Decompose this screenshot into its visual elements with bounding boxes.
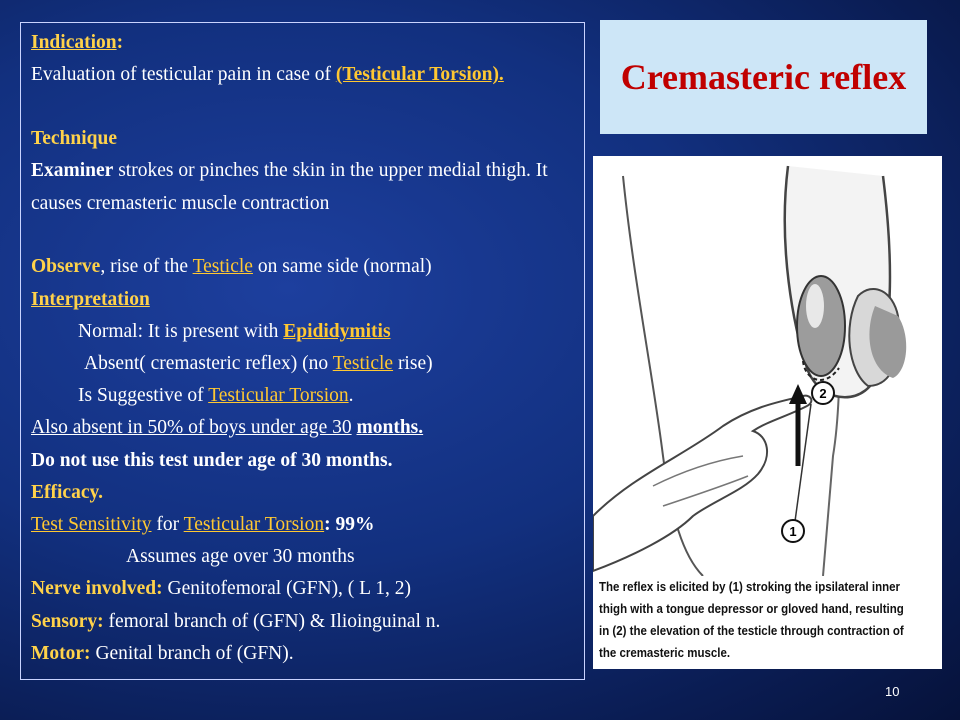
interpretation-heading — [31, 284, 584, 316]
slide-title: Cremasteric reflex — [620, 57, 907, 97]
motor-body: Genital branch of (GFN). — [95, 642, 294, 664]
technique-heading — [31, 123, 584, 155]
examiner-body: strokes or pinches the skin in the upper medial thigh. It causes cremasteric muscle contraction — [31, 160, 548, 214]
nerve-body: Genitofemoral (GFN), ( L 1, 2) — [167, 578, 411, 600]
also-absent-rest: months. — [356, 417, 424, 439]
absent-post: rise) — [397, 353, 433, 375]
efficacy-heading: Efficacy. — [31, 481, 104, 503]
suggestive-line — [31, 380, 584, 412]
nerve-line — [31, 573, 584, 605]
sensitivity-for: for — [156, 514, 180, 536]
observe-pre: , rise of the — [100, 256, 189, 278]
testicular-torsion-link-3[interactable]: Testicular Torsion — [183, 514, 325, 536]
title-box — [600, 20, 927, 134]
technique-label: Technique — [31, 128, 117, 150]
page-number: 10 — [885, 684, 900, 699]
sensitivity-line — [31, 509, 584, 541]
label-1: 1 — [789, 524, 797, 539]
testicular-torsion-link[interactable]: (Testicular Torsion). — [335, 64, 504, 86]
do-not-use-line: Do not use this test under age of 30 months. — [31, 449, 393, 471]
motor-label: Motor: — [31, 642, 91, 664]
indication-heading — [31, 27, 584, 59]
reflex-drawing — [593, 156, 942, 576]
indication-body: Evaluation of testicular pain in case of — [31, 64, 331, 86]
sensory-line — [31, 606, 584, 638]
epididymitis-link[interactable]: Epididymitis — [283, 320, 391, 342]
examiner-label: Examiner — [31, 160, 114, 182]
indication-label: Indication — [31, 32, 117, 53]
testicular-torsion-link-2[interactable]: Testicular Torsion — [208, 385, 349, 407]
suggestive-post: . — [348, 385, 354, 407]
observe-post: on same side (normal) — [257, 256, 432, 278]
testicle-link-2[interactable]: Testicle — [332, 353, 394, 375]
suggestive-pre: Is Suggestive of — [78, 385, 204, 407]
motor-line — [31, 638, 584, 670]
normal-line — [31, 316, 584, 348]
indication-line — [31, 59, 584, 123]
interpretation-label: Interpretation — [31, 288, 150, 310]
label-2: 2 — [819, 386, 827, 401]
absent-pre: Absent( cremasteric reflex) (no — [84, 353, 329, 375]
sensory-label: Sensory: — [31, 610, 104, 632]
reflex-illustration — [593, 156, 942, 669]
examiner-line — [31, 155, 584, 251]
figure-caption: The reflex is elicited by (1) stroking the ipsilateral inner thigh with a tongue depressor or gloved hand, resulting in (2) the elevation of the testicle through contraction of the cremasteric muscle. — [599, 580, 904, 660]
observe-line — [31, 251, 584, 283]
testicle-link[interactable]: Testicle — [192, 256, 253, 278]
test-sensitivity-link[interactable]: Test Sensitivity — [31, 514, 152, 536]
nerve-label: Nerve involved: — [31, 578, 163, 600]
also-absent-underlined: Also absent in 50% of boys under age 30 — [31, 417, 352, 439]
indication-colon: : — [116, 32, 124, 53]
also-absent-line — [31, 412, 584, 444]
notes-panel — [20, 22, 585, 680]
observe-label: Observe — [31, 256, 101, 278]
sensitivity-value: : 99% — [324, 514, 375, 536]
sensory-body: femoral branch of (GFN) & Ilioinguinal n. — [108, 610, 441, 632]
assumes-line: Assumes age over 30 months — [126, 546, 355, 568]
normal-pre: Normal: It is present with — [78, 320, 279, 342]
absent-line — [31, 348, 584, 380]
